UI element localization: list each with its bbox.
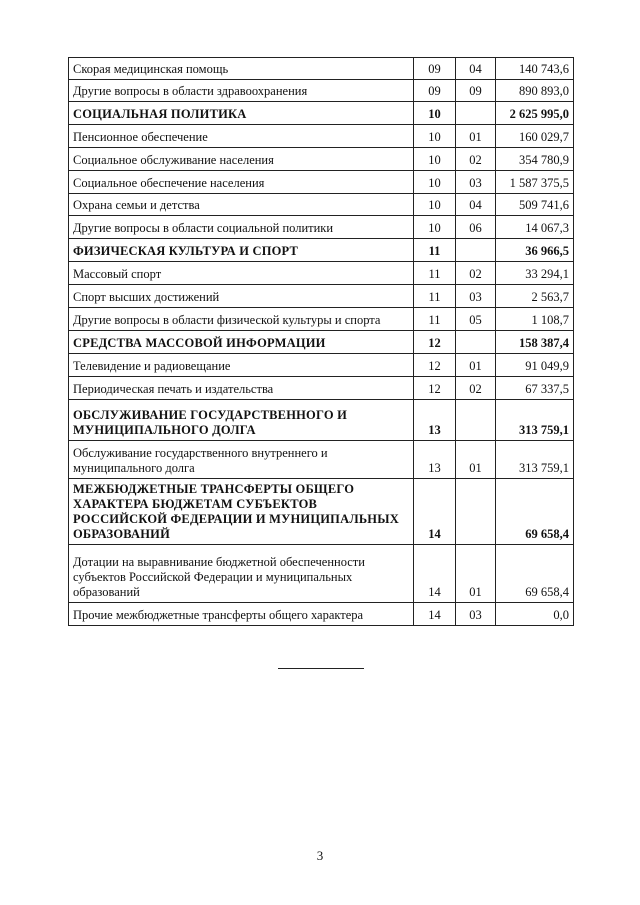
row-amount: 890 893,0 (496, 80, 574, 102)
table-row (69, 354, 574, 377)
row-subsection-code (456, 239, 496, 262)
footer-divider (278, 668, 364, 669)
row-section-code: 09 (414, 80, 456, 102)
row-section-code: 12 (414, 377, 456, 400)
row-subsection-code: 04 (456, 194, 496, 216)
row-amount: 313 759,1 (496, 441, 574, 479)
row-section-code: 10 (414, 171, 456, 194)
row-amount: 140 743,6 (496, 58, 574, 80)
table-row (69, 171, 574, 194)
row-name: Дотации на выравнивание бюджетной обеспеченности субъектов Российской Федерации и муниципальных образований (69, 545, 414, 603)
row-section-code: 09 (414, 58, 456, 80)
section-row (69, 239, 574, 262)
row-name: Другие вопросы в области физической культуры и спорта (69, 308, 414, 331)
row-name: СРЕДСТВА МАССОВОЙ ИНФОРМАЦИИ (69, 331, 414, 354)
row-amount: 1 587 375,5 (496, 171, 574, 194)
row-name: Социальное обеспечение населения (69, 171, 414, 194)
row-subsection-code: 01 (456, 441, 496, 479)
table-row (69, 545, 574, 603)
row-section-code: 13 (414, 441, 456, 479)
row-amount: 2 563,7 (496, 285, 574, 308)
row-section-code: 13 (414, 400, 456, 441)
row-subsection-code: 01 (456, 125, 496, 148)
table-row (69, 216, 574, 239)
row-amount: 160 029,7 (496, 125, 574, 148)
row-section-code: 12 (414, 354, 456, 377)
section-row (69, 331, 574, 354)
table-row (69, 441, 574, 479)
row-amount: 14 067,3 (496, 216, 574, 239)
row-amount: 158 387,4 (496, 331, 574, 354)
row-name: СОЦИАЛЬНАЯ ПОЛИТИКА (69, 102, 414, 125)
row-name: Охрана семьи и детства (69, 194, 414, 216)
row-name: Другие вопросы в области социальной политики (69, 216, 414, 239)
row-name: Скорая медицинская помощь (69, 58, 414, 80)
row-section-code: 10 (414, 148, 456, 171)
row-subsection-code: 02 (456, 262, 496, 285)
budget-table-body (69, 58, 574, 626)
table-row (69, 194, 574, 216)
row-subsection-code: 03 (456, 603, 496, 626)
row-subsection-code: 02 (456, 148, 496, 171)
row-name: Социальное обслуживание населения (69, 148, 414, 171)
row-section-code: 10 (414, 194, 456, 216)
row-section-code: 11 (414, 285, 456, 308)
table-row (69, 125, 574, 148)
row-subsection-code (456, 331, 496, 354)
row-name: Другие вопросы в области здравоохранения (69, 80, 414, 102)
row-name: ОБСЛУЖИВАНИЕ ГОСУДАРСТВЕННОГО И МУНИЦИПАЛЬНОГО ДОЛГА (69, 400, 414, 441)
row-amount: 0,0 (496, 603, 574, 626)
row-name: Телевидение и радиовещание (69, 354, 414, 377)
row-subsection-code: 05 (456, 308, 496, 331)
page-number: 3 (316, 848, 324, 863)
row-amount: 509 741,6 (496, 194, 574, 216)
row-subsection-code: 04 (456, 58, 496, 80)
table-row (69, 80, 574, 102)
row-amount: 36 966,5 (496, 239, 574, 262)
table-row (69, 377, 574, 400)
row-amount: 1 108,7 (496, 308, 574, 331)
row-amount: 91 049,9 (496, 354, 574, 377)
row-amount: 2 625 995,0 (496, 102, 574, 125)
row-name: Обслуживание государственного внутреннего и муниципального долга (69, 441, 414, 479)
section-row (69, 102, 574, 125)
row-subsection-code: 03 (456, 285, 496, 308)
budget-table (68, 57, 574, 626)
row-amount: 354 780,9 (496, 148, 574, 171)
row-amount: 313 759,1 (496, 400, 574, 441)
row-subsection-code (456, 400, 496, 441)
row-name: Массовый спорт (69, 262, 414, 285)
row-subsection-code: 02 (456, 377, 496, 400)
table-row (69, 262, 574, 285)
row-section-code: 10 (414, 102, 456, 125)
row-subsection-code: 09 (456, 80, 496, 102)
row-section-code: 14 (414, 545, 456, 603)
section-row (69, 479, 574, 545)
row-subsection-code: 01 (456, 545, 496, 603)
row-section-code: 11 (414, 239, 456, 262)
row-name: МЕЖБЮДЖЕТНЫЕ ТРАНСФЕРТЫ ОБЩЕГО ХАРАКТЕРА БЮДЖЕТАМ СУБЪЕКТОВ РОССИЙСКОЙ ФЕДЕРАЦИИ И МУНИЦИПАЛЬНЫХ ОБРАЗОВАНИЙ (69, 479, 414, 545)
row-subsection-code: 01 (456, 354, 496, 377)
row-subsection-code (456, 102, 496, 125)
row-section-code: 10 (414, 125, 456, 148)
row-name: Периодическая печать и издательства (69, 377, 414, 400)
row-amount: 33 294,1 (496, 262, 574, 285)
row-name: Спорт высших достижений (69, 285, 414, 308)
row-subsection-code: 03 (456, 171, 496, 194)
table-row (69, 285, 574, 308)
row-subsection-code: 06 (456, 216, 496, 239)
row-section-code: 14 (414, 603, 456, 626)
row-amount: 67 337,5 (496, 377, 574, 400)
row-section-code: 11 (414, 262, 456, 285)
row-section-code: 14 (414, 479, 456, 545)
table-row (69, 603, 574, 626)
table-row (69, 308, 574, 331)
row-name: Пенсионное обеспечение (69, 125, 414, 148)
row-section-code: 10 (414, 216, 456, 239)
table-row (69, 148, 574, 171)
row-amount: 69 658,4 (496, 479, 574, 545)
row-name: ФИЗИЧЕСКАЯ КУЛЬТУРА И СПОРТ (69, 239, 414, 262)
section-row (69, 400, 574, 441)
row-section-code: 12 (414, 331, 456, 354)
row-subsection-code (456, 479, 496, 545)
row-amount: 69 658,4 (496, 545, 574, 603)
row-name: Прочие межбюджетные трансферты общего характера (69, 603, 414, 626)
table-row (69, 58, 574, 80)
row-section-code: 11 (414, 308, 456, 331)
